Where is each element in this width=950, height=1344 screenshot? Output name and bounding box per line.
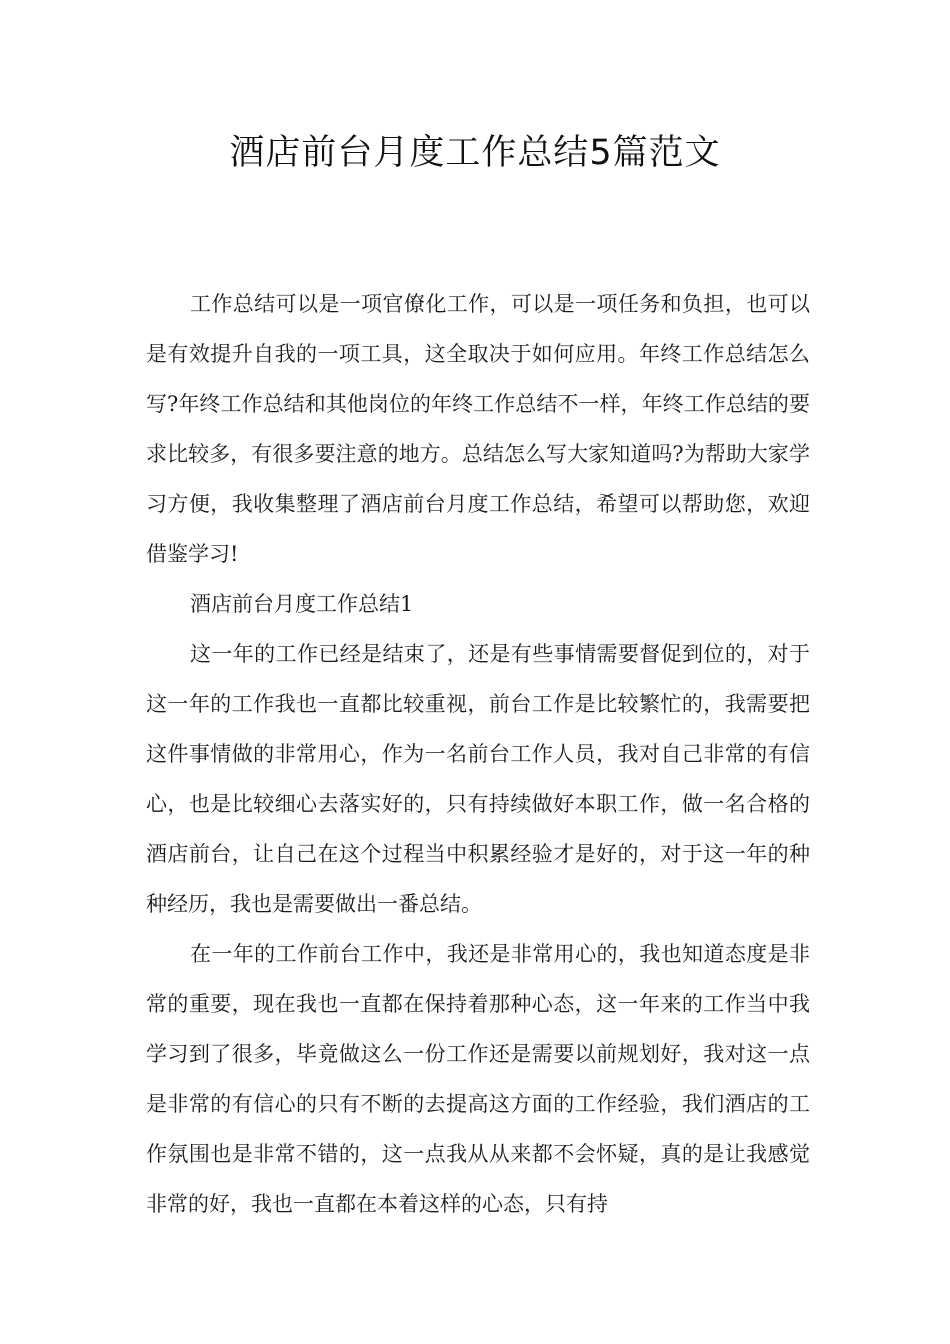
document-body — [146, 279, 810, 1229]
document-title: 酒店前台月度工作总结5篇范文 — [229, 133, 721, 173]
body-paragraph: 这一年的工作已经是结束了，还是有些事情需要督促到位的，对于这一年的工作我也一直都比较重视，前台工作是比较繁忙的，我需要把这件事情做的非常用心，作为一名前台工作人员，我对自己非常的有信心，也是比较细心去落实好的，只有持续做好本职工作，做一名合格的酒店前台，让自己在这个过程当中积累经验才是好的，对于这一年的种种经历，我也是需要做出一番总结。 — [146, 642, 810, 916]
body-paragraph: 在一年的工作前台工作中，我还是非常用心的，我也知道态度是非常的重要，现在我也一直都在保持着那种心态，这一年来的工作当中我学习到了很多，毕竟做这么一份工作还是需要以前规划好，我对这一点是非常的有信心的只有不断的去提高这方面的工作经验，我们酒店的工作氛围也是非常不错的，这一点我从从来都不会怀疑，真的是让我感觉非常的好，我也一直都在本着这样的心态，只有持 — [146, 942, 810, 1216]
intro-paragraph: 工作总结可以是一项官僚化工作，可以是一项任务和负担，也可以是有效提升自我的一项工具，这全取决于如何应用。年终工作总结怎么写?年终工作总结和其他岗位的年终工作总结不一样，年终工作总结的要求比较多，有很多要注意的地方。总结怎么写大家知道吗?为帮助大家学习方便，我收集整理了酒店前台月度工作总结，希望可以帮助您，欢迎借鉴学习! — [146, 292, 810, 566]
section-heading: 酒店前台月度工作总结1 — [190, 592, 414, 616]
